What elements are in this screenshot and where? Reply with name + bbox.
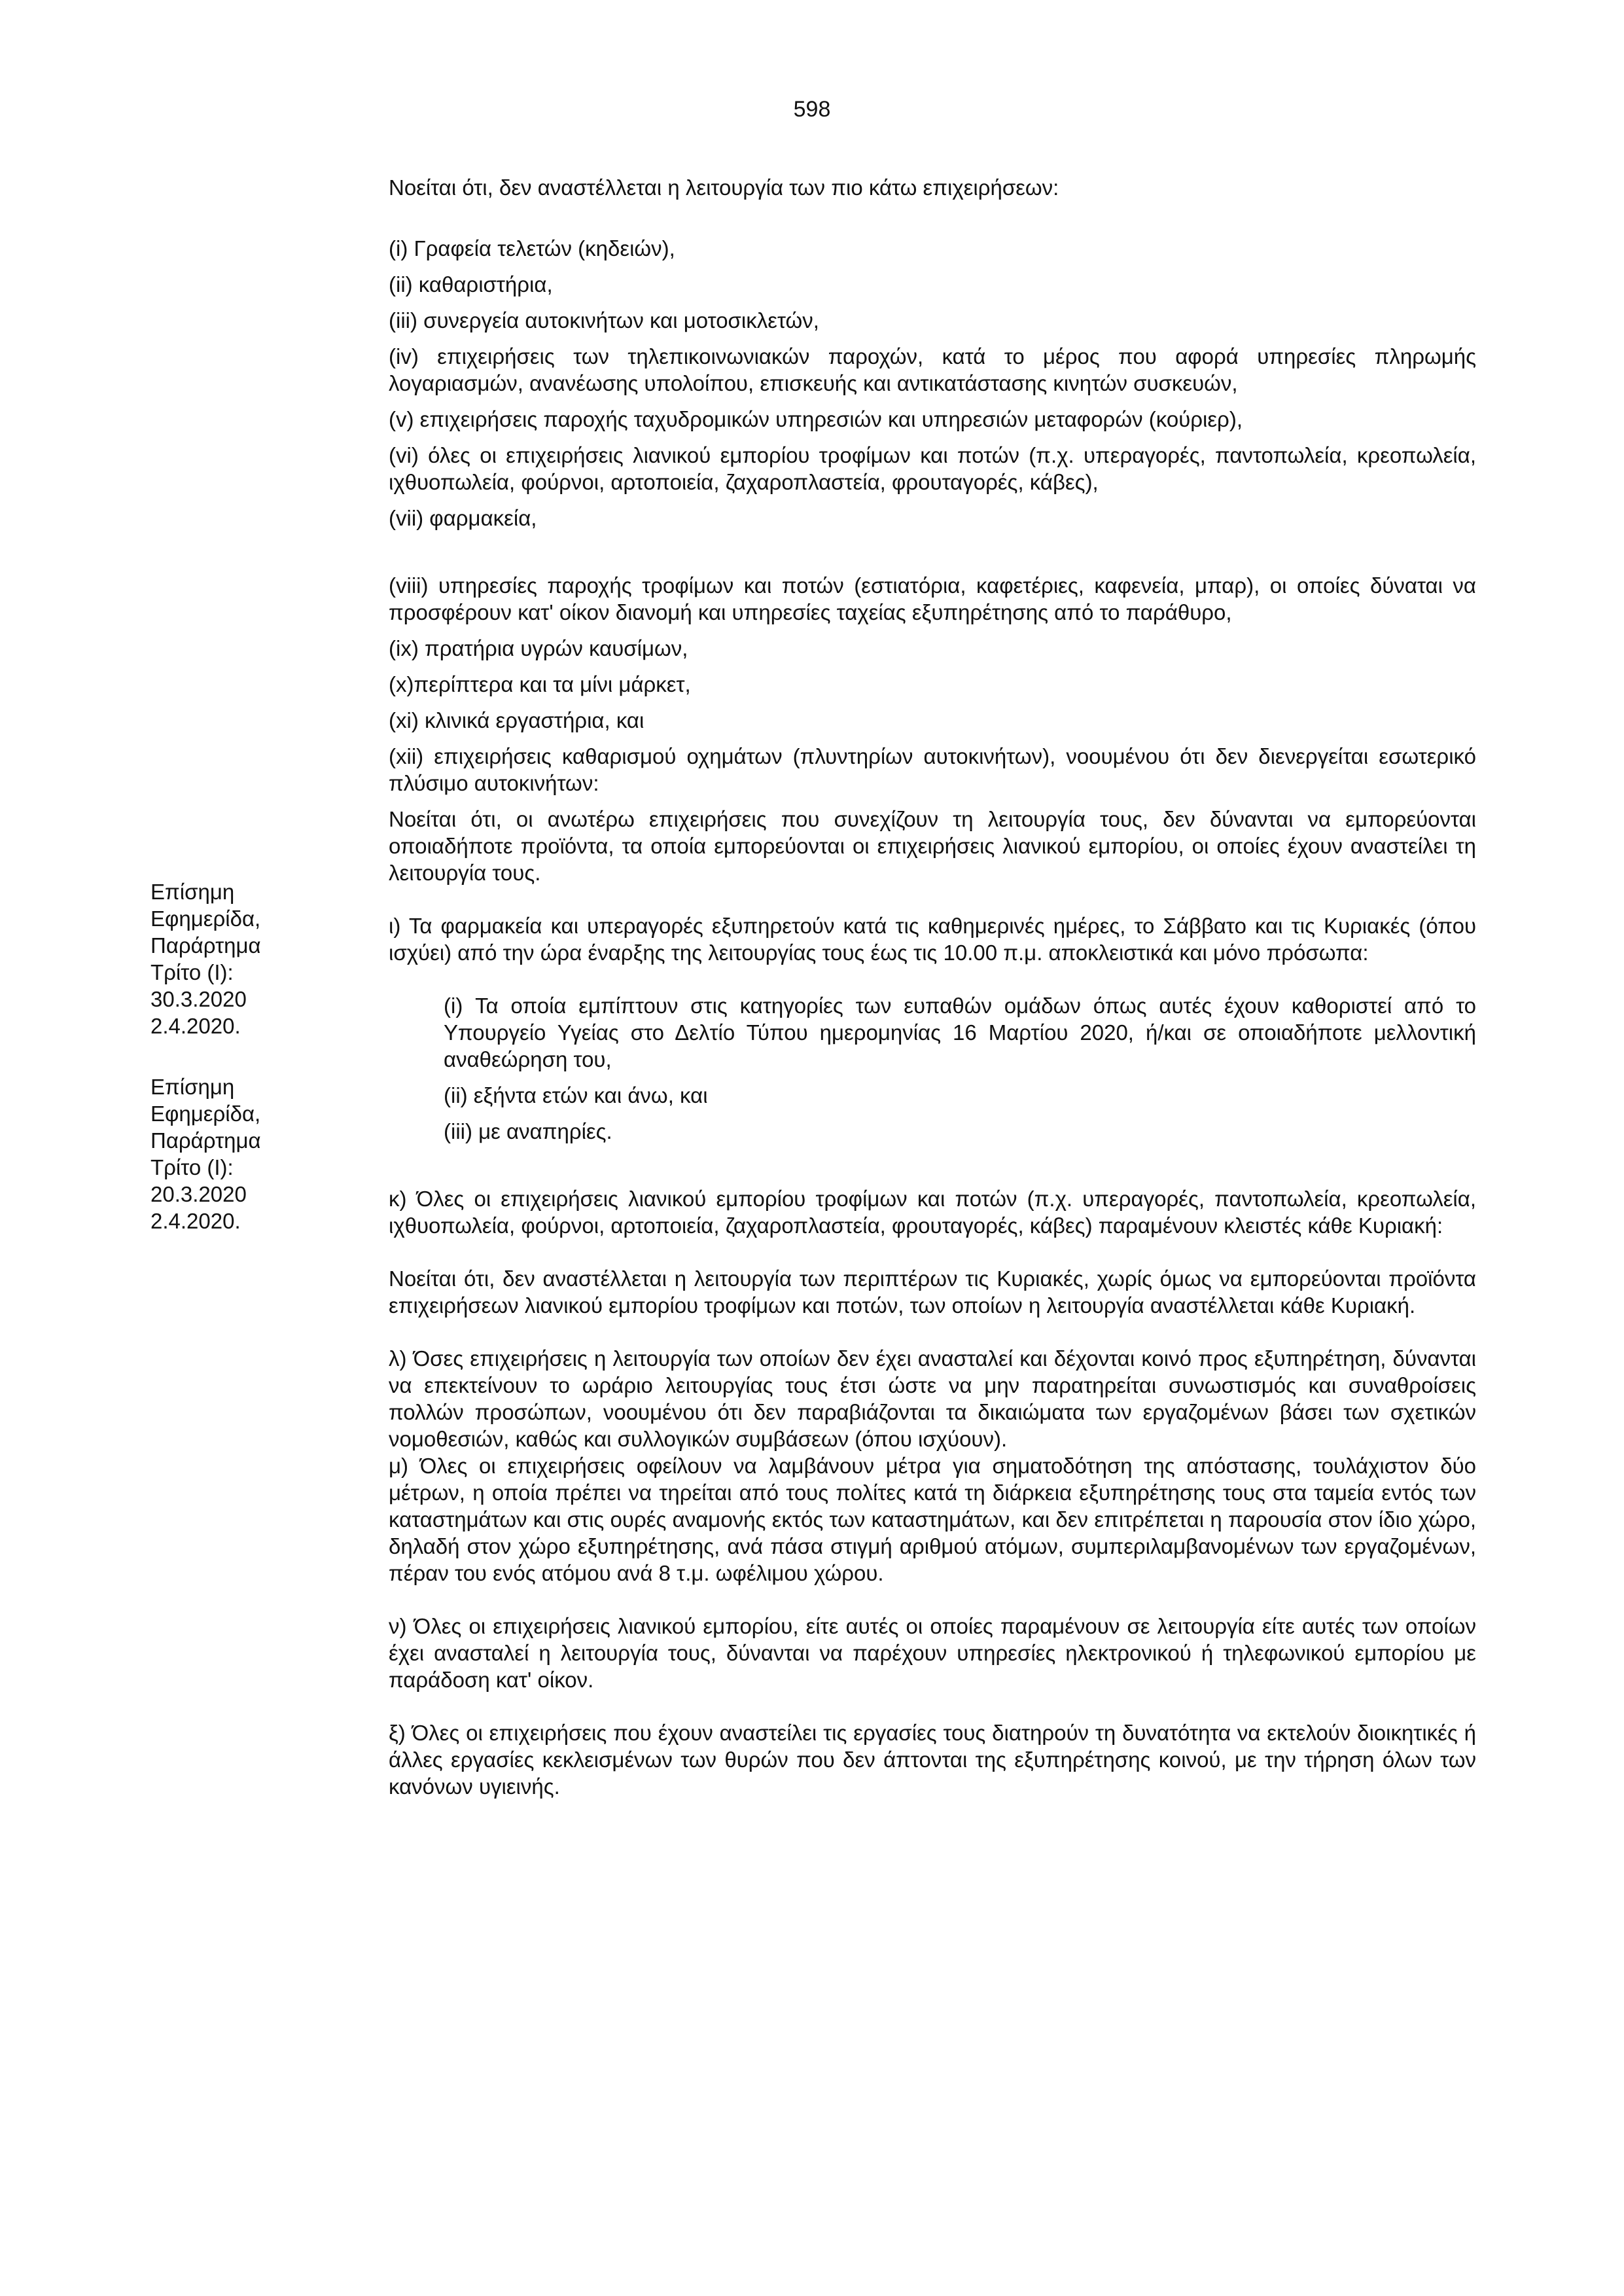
vulnerable-persons-sublist [389,992,1476,1145]
margin-note-line: Τρίτο (Ι): [150,960,234,984]
sublist-item: (ii) εξήντα ετών και άνω, και [444,1083,708,1107]
margin-note-line: Εφημερίδα, [150,1102,261,1126]
margin-note-line: Τρίτο (Ι): [150,1155,234,1179]
exempt-businesses-list-b [389,572,1476,797]
margin-note-line: 2.4.2020. [150,1209,241,1233]
page-number: 598 [793,97,831,122]
margin-note-gazette-2 [150,1073,294,1234]
paragraph-kappa: κ) Όλες οι επιχειρήσεις λιανικού εμπορίου τροφίμων και ποτών (π.χ. υπεραγορές, παντοπωλεία, κρεοπωλεία, ιχθυοπωλεία, φούρνοι, αρτοποιεία, ζαχαροπλαστεία, φρουταγορές, κάβες) παραμένουν κλειστές κάθε Κυριακή: [389,1187,1476,1238]
list-item: (i) Γραφεία τελετών (κηδειών), [389,236,675,260]
list-item: (xi) κλινικά εργαστήρια, και [389,708,644,732]
paragraph-iota: ι) Τα φαρμακεία και υπεραγορές εξυπηρετούν κατά τις καθημερινές ημέρες, το Σάββατο και τις Κυριακές (όπου ισχύει) από την ώρα έναρξης της λειτουργίας τους έως τις 10.00 π.μ. αποκλειστικά και μόνο πρόσωπα: [389,914,1476,965]
proviso-paragraph-2: Νοείται ότι, δεν αναστέλλεται η λειτουργία των περιπτέρων τις Κυριακές, χωρίς όμως να εμπορεύονται προϊόντα επιχειρήσεων λιανικού εμπορίου τροφίμων και ποτών, των οποίων η λειτουργία αναστέλλεται κάθε Κυριακή. [389,1266,1476,1318]
list-item: (iv) επιχειρήσεις των τηλεπικοινωνιακών παροχών, κατά το μέρος που αφορά υπηρεσίες πληρωμής λογαριασμών, ανανέωσης υπολοίπου, επισκευής και αντικατάστασης κινητών συσκευών, [389,344,1476,395]
proviso-paragraph-1: Νοείται ότι, οι ανωτέρω επιχειρήσεις που συνεχίζουν τη λειτουργία τους, δεν δύνανται να εμπορεύονται οποιαδήποτε προϊόντα, τα οποία εμπορεύονται οι επιχειρήσεις λιανικού εμπορίου, οι οποίες έχουν αναστείλει τη λειτουργία τους. [389,807,1476,885]
margin-note-line: Παράρτημα [150,1128,261,1153]
margin-note-line: Εφημερίδα, [150,906,261,931]
margin-note-line: Επίσημη [150,1075,235,1099]
margin-note-line: 20.3.2020 [150,1182,247,1206]
list-item: (v) επιχειρήσεις παροχής ταχυδρομικών υπηρεσιών και υπηρεσιών μεταφορών (κούριερ), [389,407,1243,431]
sublist-item: (iii) με αναπηρίες. [444,1119,612,1143]
margin-note-line: Παράρτημα [150,933,261,958]
paragraph-nu: ν) Όλες οι επιχειρήσεις λιανικού εμπορίου, είτε αυτές οι οποίες παραμένουν σε λειτουργία είτε αυτές των οποίων έχει ανασταλεί η λειτουργία τους, δύνανται να παρέχουν υπηρεσίες ηλεκτρονικού ή τηλεφωνικού εμπορίου με παράδοση κατ' οίκον. [389,1614,1476,1692]
list-item: (xii) επιχειρήσεις καθαρισμού οχημάτων (πλυντηρίων αυτοκινήτων), νοουμένου ότι δεν διενεργείται εσωτερικό πλύσιμο αυτοκινήτων: [389,744,1476,795]
margin-note-line: 30.3.2020 [150,987,247,1011]
margin-note-line: 2.4.2020. [150,1014,241,1038]
margin-note-gazette-1 [150,878,294,1039]
list-item: (vi) όλες οι επιχειρήσεις λιανικού εμπορίου τροφίμων και ποτών (π.χ. υπεραγορές, παντοπωλεία, κρεοπωλεία, ιχθυοπωλεία, φούρνοι, αρτοποιεία, ζαχαροπλαστεία, φρουταγορές, κάβες), [389,443,1476,494]
paragraph-xi: ξ) Όλες οι επιχειρήσεις που έχουν αναστείλει τις εργασίες τους διατηρούν τη δυνατότητα να εκτελούν διοικητικές ή άλλες εργασίες κεκλεισμένων των θυρών που δεν άπτονται της εξυπηρέτησης κοινού, με την τήρηση όλων των κανόνων υγιεινής. [389,1721,1476,1799]
list-item: (x)περίπτερα και τα μίνι μάρκετ, [389,672,691,696]
sublist-item: (i) Τα οποία εμπίπτουν στις κατηγορίες των ευπαθών ομάδων όπως αυτές έχουν καθοριστεί από το Υπουργείο Υγείας στο Δελτίο Τύπου ημερομηνίας 16 Μαρτίου 2020, ή/και σε οποιαδήποτε μελλοντική αναθεώρηση του, [444,994,1476,1071]
paragraph-lambda: λ) Όσες επιχειρήσεις η λειτουργία των οποίων δεν έχει ανασταλεί και δέχονται κοινό προς εξυπηρέτηση, δύνανται να επεκτείνουν το ωράριο λειτουργίας τους έτσι ώστε να μην παρατηρείται συνωστισμός και συναθροίσεις πολλών προσώπων, νοουμένου ότι δεν παραβιάζονται τα δικαιώματα των εργαζομένων βάσει των σχετικών νομοθεσιών, καθώς και συλλογικών συμβάσεων (όπου ισχύουν). [389,1346,1476,1451]
list-item: (viii) υπηρεσίες παροχής τροφίμων και ποτών (εστιατόρια, καφετέριες, καφενεία, μπαρ), οι οποίες δύναται να προσφέρουν κατ' οίκον διανομή και υπηρεσίες ταχείας εξυπηρέτησης από το παράθυρο, [389,573,1476,624]
main-text [389,174,1476,1800]
list-item: (ix) πρατήρια υγρών καυσίμων, [389,636,688,660]
exempt-businesses-list-a [389,235,1476,531]
list-item: (ii) καθαριστήρια, [389,272,553,296]
list-item: (iii) συνεργεία αυτοκινήτων και μοτοσικλετών, [389,308,819,332]
paragraph-mu: μ) Όλες οι επιχειρήσεις οφείλουν να λαμβάνουν μέτρα για σηματοδότηση της απόστασης, τουλάχιστον δύο μέτρων, η οποία πρέπει να τηρείται από τους πολίτες κατά τη διάρκεια εξυπηρέτησης τους στα ταμεία εντός των καταστημάτων και στις ουρές αναμονής εκτός των καταστημάτων, και δεν επιτρέπεται η παρουσία στον ίδιο χώρο, δηλαδή στον χώρο εξυπηρέτησης, ανά πάσα στιγμή αριθμού ατόμων, συμπεριλαμβανομένων των εργαζομένων, πέραν του ενός ατόμου ανά 8 τ.μ. ωφέλιμου χώρου. [389,1454,1476,1585]
intro-paragraph: Νοείται ότι, δεν αναστέλλεται η λειτουργία των πιο κάτω επιχειρήσεων: [389,175,1059,200]
list-item: (vii) φαρμακεία, [389,506,537,530]
margin-note-line: Επίσημη [150,880,235,904]
